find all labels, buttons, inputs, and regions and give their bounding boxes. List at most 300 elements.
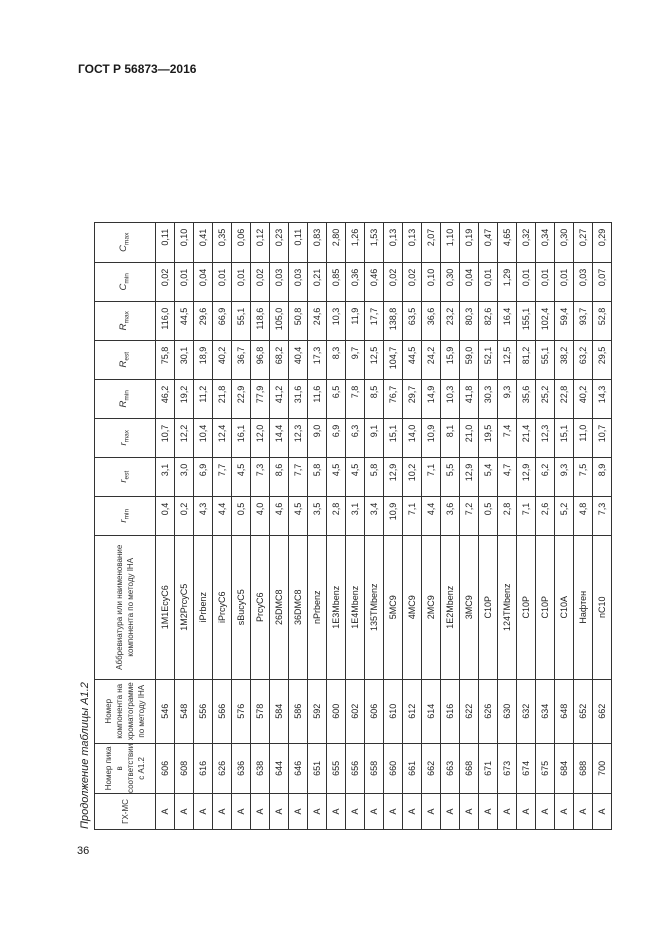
- table-cell-rmax_s: 8,1: [441, 418, 460, 457]
- table-cell-Rest: 63,2: [574, 340, 593, 379]
- table-cell-Rmax: 118,6: [251, 301, 270, 340]
- table-cell-name: 1E2Mbenz: [441, 535, 460, 679]
- table-cell-Rmin: 6,5: [327, 379, 346, 418]
- table-cell-gc: А: [232, 794, 251, 830]
- table-cell-rest_s: 8,9: [593, 457, 612, 496]
- table-cell-name: PrcyC6: [251, 535, 270, 679]
- data-table: [94, 222, 612, 830]
- table-cell-Rmax: 116,0: [156, 301, 175, 340]
- table-cell-peak: 661: [403, 743, 422, 793]
- table-cell-peak: 636: [232, 743, 251, 793]
- table-row: [441, 222, 460, 829]
- table-cell-name: nPrbenz: [308, 535, 327, 679]
- table-cell-Rmin: 30,3: [479, 379, 498, 418]
- table-cell-name: 1E4Mbenz: [346, 535, 365, 679]
- table-cell-Rest: 81,2: [517, 340, 536, 379]
- table-cell-name: 124TMbenz: [498, 535, 517, 679]
- table-cell-Rmin: 14,9: [422, 379, 441, 418]
- table-cell-Rmin: 29,7: [403, 379, 422, 418]
- table-cell-Rest: 96,8: [251, 340, 270, 379]
- table-cell-name: Нафтен: [574, 535, 593, 679]
- table-cell-Rmin: 77,9: [251, 379, 270, 418]
- table-cell-comp: 632: [517, 679, 536, 743]
- table-cell-rest_s: 7,3: [251, 457, 270, 496]
- table-cell-rest_s: 6,2: [536, 457, 555, 496]
- table-cell-rmin_s: 2,8: [327, 496, 346, 535]
- table-cell-Cmin: 0,36: [346, 262, 365, 301]
- table-cell-Cmin: 0,02: [156, 262, 175, 301]
- table-cell-rest_s: 5,8: [365, 457, 384, 496]
- table-cell-Cmin: 0,04: [194, 262, 213, 301]
- table-cell-Rest: 12,5: [365, 340, 384, 379]
- table-cell-peak: 626: [213, 743, 232, 793]
- table-cell-rmax_s: 11,0: [574, 418, 593, 457]
- table-cell-rmin_s: 4,0: [251, 496, 270, 535]
- table-cell-Rmax: 80,3: [460, 301, 479, 340]
- table-cell-name: 4MC9: [403, 535, 422, 679]
- table-row: [213, 222, 232, 829]
- table-cell-rmin_s: 4,4: [422, 496, 441, 535]
- table-cell-rmax_s: 6,9: [327, 418, 346, 457]
- table-cell-Cmax: 0,06: [232, 222, 251, 262]
- table-cell-Cmin: 0,01: [175, 262, 194, 301]
- table-cell-gc: А: [213, 794, 232, 830]
- table-cell-Rest: 36,7: [232, 340, 251, 379]
- table-cell-Cmax: 0,27: [574, 222, 593, 262]
- table-cell-rest_s: 9,3: [555, 457, 574, 496]
- table-cell-Rmax: 63,5: [403, 301, 422, 340]
- table-cell-Cmin: 0,01: [555, 262, 574, 301]
- table-cell-rmax_s: 12,3: [289, 418, 308, 457]
- table-cell-Rmax: 36,6: [422, 301, 441, 340]
- table-cell-rest_s: 5,5: [441, 457, 460, 496]
- table-cell-rmin_s: 0,4: [156, 496, 175, 535]
- table-row: [460, 222, 479, 829]
- table-cell-Rest: 18,9: [194, 340, 213, 379]
- table-cell-rest_s: 10,2: [403, 457, 422, 496]
- table-cell-peak: 674: [517, 743, 536, 793]
- table-cell-Rmin: 9,3: [498, 379, 517, 418]
- table-row: [479, 222, 498, 829]
- table-cell-peak: 638: [251, 743, 270, 793]
- table-cell-peak: 662: [422, 743, 441, 793]
- table-cell-comp: 630: [498, 679, 517, 743]
- table-cell-rmin_s: 10,9: [384, 496, 403, 535]
- table-cell-gc: А: [536, 794, 555, 830]
- table-cell-comp: 610: [384, 679, 403, 743]
- table-cell-rmin_s: 4,5: [289, 496, 308, 535]
- table-cell-rmax_s: 10,7: [593, 418, 612, 457]
- table-cell-rest_s: 6,9: [194, 457, 213, 496]
- table-cell-Rest: 59,0: [460, 340, 479, 379]
- table-cell-Rmax: 155,1: [517, 301, 536, 340]
- table-cell-Rest: 12,5: [498, 340, 517, 379]
- table-cell-Cmax: 0,32: [517, 222, 536, 262]
- table-cell-Cmax: 0,35: [213, 222, 232, 262]
- table-body: [156, 222, 612, 829]
- table-cell-Rmin: 35,6: [517, 379, 536, 418]
- table-cell-Cmax: 0,30: [555, 222, 574, 262]
- table-cell-rmax_s: 14,0: [403, 418, 422, 457]
- table-cell-rmax_s: 7,4: [498, 418, 517, 457]
- table-cell-rest_s: 4,5: [327, 457, 346, 496]
- table-cell-comp: 602: [346, 679, 365, 743]
- table-cell-Rmin: 22,8: [555, 379, 574, 418]
- table-cell-Cmax: 2,07: [422, 222, 441, 262]
- table-cell-peak: 688: [574, 743, 593, 793]
- table-cell-peak: 673: [498, 743, 517, 793]
- table-cell-Rmin: 22,9: [232, 379, 251, 418]
- table-cell-gc: А: [384, 794, 403, 830]
- table-cell-name: 2MC9: [422, 535, 441, 679]
- table-cell-Rest: 8,3: [327, 340, 346, 379]
- table-row: [365, 222, 384, 829]
- table-cell-peak: 684: [555, 743, 574, 793]
- column-header-name: Аббревиатура или наименование компонента по методу IHA: [95, 535, 156, 679]
- table-row: [194, 222, 213, 829]
- table-cell-gc: А: [289, 794, 308, 830]
- table-cell-name: C10P: [536, 535, 555, 679]
- table-cell-Rest: 24,2: [422, 340, 441, 379]
- table-row: [270, 222, 289, 829]
- column-header-rmin: $r_{min}$: [95, 496, 156, 535]
- table-row: [593, 222, 612, 829]
- document-header: ГОСТ Р 56873—2016: [78, 62, 197, 76]
- table-cell-name: 26DMC8: [270, 535, 289, 679]
- table-cell-comp: 616: [441, 679, 460, 743]
- table-cell-Cmax: 0,34: [536, 222, 555, 262]
- table-cell-Rmax: 23,2: [441, 301, 460, 340]
- table-cell-rest_s: 12,9: [460, 457, 479, 496]
- table-cell-name: C10P: [479, 535, 498, 679]
- table-cell-name: 36DMC8: [289, 535, 308, 679]
- column-header-Rmax: $R_{max}$: [95, 301, 156, 340]
- table-cell-gc: А: [194, 794, 213, 830]
- table-cell-peak: 644: [270, 743, 289, 793]
- table-header-row: [95, 222, 156, 829]
- table-cell-Rest: 52,1: [479, 340, 498, 379]
- table-cell-rmax_s: 12,2: [175, 418, 194, 457]
- table-cell-comp: 600: [327, 679, 346, 743]
- table-cell-Rmax: 24,6: [308, 301, 327, 340]
- table-cell-comp: 612: [403, 679, 422, 743]
- table-cell-comp: 556: [194, 679, 213, 743]
- table-cell-rest_s: 5,8: [308, 457, 327, 496]
- table-cell-peak: 651: [308, 743, 327, 793]
- table-cell-peak: 675: [536, 743, 555, 793]
- table-cell-rest_s: 8,6: [270, 457, 289, 496]
- table-cell-name: C10P: [517, 535, 536, 679]
- table-cell-Rest: 75,8: [156, 340, 175, 379]
- table-cell-gc: А: [346, 794, 365, 830]
- table-cell-rmax_s: 9,0: [308, 418, 327, 457]
- table-cell-peak: 700: [593, 743, 612, 793]
- table-cell-comp: 584: [270, 679, 289, 743]
- table-row: [555, 222, 574, 829]
- rotated-table-block: [78, 95, 608, 830]
- table-cell-Rmin: 14,3: [593, 379, 612, 418]
- table-cell-rmax_s: 15,1: [384, 418, 403, 457]
- table-cell-comp: 566: [213, 679, 232, 743]
- table-cell-comp: 578: [251, 679, 270, 743]
- table-cell-gc: А: [422, 794, 441, 830]
- table-cell-name: 1M1EcyC6: [156, 535, 175, 679]
- column-header-rest: $r_{est}$: [95, 457, 156, 496]
- table-cell-Rest: 44,5: [403, 340, 422, 379]
- table-cell-peak: 655: [327, 743, 346, 793]
- table-cell-rmin_s: 2,6: [536, 496, 555, 535]
- table-cell-rest_s: 7,1: [422, 457, 441, 496]
- table-cell-comp: 652: [574, 679, 593, 743]
- table-cell-Cmin: 0,30: [441, 262, 460, 301]
- table-cell-rmin_s: 7,2: [460, 496, 479, 535]
- column-header-Cmax: $C_{max}$: [95, 222, 156, 262]
- table-cell-gc: А: [593, 794, 612, 830]
- table-cell-rmax_s: 10,9: [422, 418, 441, 457]
- table-cell-rmin_s: 3,5: [308, 496, 327, 535]
- table-cell-gc: А: [479, 794, 498, 830]
- table-cell-name: 3MC9: [460, 535, 479, 679]
- table-cell-rest_s: 3,0: [175, 457, 194, 496]
- table-cell-gc: А: [555, 794, 574, 830]
- table-cell-name: nC10: [593, 535, 612, 679]
- table-cell-Rmax: 16,4: [498, 301, 517, 340]
- page-number: 36: [77, 845, 90, 857]
- table-cell-Rmin: 41,8: [460, 379, 479, 418]
- table-cell-Cmax: 0,41: [194, 222, 213, 262]
- table-cell-rmax_s: 16,1: [232, 418, 251, 457]
- table-cell-Rmax: 102,4: [536, 301, 555, 340]
- table-cell-rest_s: 4,5: [232, 457, 251, 496]
- table-cell-name: iPrcyC6: [213, 535, 232, 679]
- table-cell-name: iPrbenz: [194, 535, 213, 679]
- table-cell-Rmax: 138,8: [384, 301, 403, 340]
- table-cell-rmax_s: 14,4: [270, 418, 289, 457]
- table-row: [289, 222, 308, 829]
- table-row: [308, 222, 327, 829]
- table-cell-Cmin: 0,02: [403, 262, 422, 301]
- table-cell-peak: 671: [479, 743, 498, 793]
- table-cell-rest_s: 3,1: [156, 457, 175, 496]
- table-cell-Rmin: 8,5: [365, 379, 384, 418]
- table-cell-Rmin: 19,2: [175, 379, 194, 418]
- table-cell-rmax_s: 21,4: [517, 418, 536, 457]
- table-cell-name: sBucyC5: [232, 535, 251, 679]
- table-row: [156, 222, 175, 829]
- table-cell-comp: 576: [232, 679, 251, 743]
- table-cell-Cmin: 0,46: [365, 262, 384, 301]
- table-cell-comp: 614: [422, 679, 441, 743]
- table-cell-rest_s: 5,4: [479, 457, 498, 496]
- table-cell-gc: А: [327, 794, 346, 830]
- table-cell-name: C10A: [555, 535, 574, 679]
- table-cell-Rest: 104,7: [384, 340, 403, 379]
- table-cell-rest_s: 4,7: [498, 457, 517, 496]
- table-cell-peak: 606: [156, 743, 175, 793]
- table-cell-Rest: 68,2: [270, 340, 289, 379]
- table-cell-rmin_s: 3,1: [346, 496, 365, 535]
- table-cell-Cmax: 1,53: [365, 222, 384, 262]
- table-cell-comp: 548: [175, 679, 194, 743]
- table-cell-Cmax: 0,13: [384, 222, 403, 262]
- column-header-Cmin: $C_{min}$: [95, 262, 156, 301]
- table-cell-rmax_s: 6,3: [346, 418, 365, 457]
- table-cell-Cmin: 1,29: [498, 262, 517, 301]
- table-cell-rmax_s: 10,4: [194, 418, 213, 457]
- table-cell-Rmax: 93,7: [574, 301, 593, 340]
- table-cell-Cmax: 1,10: [441, 222, 460, 262]
- table-cell-rest_s: 7,7: [213, 457, 232, 496]
- table-row: [498, 222, 517, 829]
- table-cell-Cmax: 1,26: [346, 222, 365, 262]
- table-row: [346, 222, 365, 829]
- table-cell-Rest: 40,4: [289, 340, 308, 379]
- table-cell-rmin_s: 4,8: [574, 496, 593, 535]
- table-row: [384, 222, 403, 829]
- table-cell-rmax_s: 19,5: [479, 418, 498, 457]
- table-cell-Cmin: 0,03: [270, 262, 289, 301]
- table-caption: Продолжение таблицы А1.2: [79, 682, 91, 829]
- table-cell-Rmax: 55,1: [232, 301, 251, 340]
- table-cell-peak: 668: [460, 743, 479, 793]
- table-cell-rmin_s: 0,5: [232, 496, 251, 535]
- table-cell-rest_s: 7,7: [289, 457, 308, 496]
- table-cell-Cmin: 0,02: [251, 262, 270, 301]
- table-row: [251, 222, 270, 829]
- table-cell-Rmax: 44,5: [175, 301, 194, 340]
- table-cell-Cmax: 0,11: [156, 222, 175, 262]
- table-cell-Cmin: 0,07: [593, 262, 612, 301]
- table-cell-name: 135TMbenz: [365, 535, 384, 679]
- table-cell-peak: 660: [384, 743, 403, 793]
- table-row: [422, 222, 441, 829]
- table-cell-rmin_s: 0,2: [175, 496, 194, 535]
- table-cell-peak: 663: [441, 743, 460, 793]
- table-cell-Rest: 30,1: [175, 340, 194, 379]
- table-cell-gc: А: [270, 794, 289, 830]
- table-cell-peak: 658: [365, 743, 384, 793]
- table-cell-peak: 608: [175, 743, 194, 793]
- table-cell-rmax_s: 12,3: [536, 418, 555, 457]
- table-cell-comp: 546: [156, 679, 175, 743]
- table-cell-Rmax: 29,6: [194, 301, 213, 340]
- table-cell-Rest: 9,7: [346, 340, 365, 379]
- table-cell-Cmax: 0,12: [251, 222, 270, 262]
- table-cell-gc: А: [574, 794, 593, 830]
- table-cell-Rest: 55,1: [536, 340, 555, 379]
- table-cell-gc: А: [517, 794, 536, 830]
- table-cell-gc: А: [156, 794, 175, 830]
- table-cell-rmin_s: 7,1: [403, 496, 422, 535]
- table-cell-comp: 662: [593, 679, 612, 743]
- table-cell-Rmax: 59,4: [555, 301, 574, 340]
- table-cell-rmax_s: 15,1: [555, 418, 574, 457]
- table-cell-rmin_s: 4,6: [270, 496, 289, 535]
- table-cell-gc: А: [460, 794, 479, 830]
- table-cell-gc: А: [175, 794, 194, 830]
- table-cell-Rmin: 11,6: [308, 379, 327, 418]
- table-cell-Rmin: 31,6: [289, 379, 308, 418]
- table-cell-rest_s: 12,9: [384, 457, 403, 496]
- table-cell-Rmin: 25,2: [536, 379, 555, 418]
- table-cell-Cmax: 0,10: [175, 222, 194, 262]
- table-cell-rmax_s: 10,7: [156, 418, 175, 457]
- table-cell-Cmin: 0,01: [479, 262, 498, 301]
- table-row: [574, 222, 593, 829]
- table-cell-Rmax: 11,9: [346, 301, 365, 340]
- table-cell-Cmax: 2,80: [327, 222, 346, 262]
- table-cell-Rest: 40,2: [213, 340, 232, 379]
- column-header-component: Номер компонента на хроматограмме по методу IHA: [95, 679, 156, 743]
- table-cell-Cmax: 0,47: [479, 222, 498, 262]
- table-cell-comp: 626: [479, 679, 498, 743]
- table-cell-Rmax: 52,8: [593, 301, 612, 340]
- table-cell-comp: 606: [365, 679, 384, 743]
- table-cell-Cmin: 0,01: [536, 262, 555, 301]
- table-cell-rmin_s: 7,3: [593, 496, 612, 535]
- table-cell-rmin_s: 0,5: [479, 496, 498, 535]
- table-cell-gc: А: [308, 794, 327, 830]
- table-cell-peak: 656: [346, 743, 365, 793]
- table-cell-Rmin: 41,2: [270, 379, 289, 418]
- table-cell-rmin_s: 4,3: [194, 496, 213, 535]
- table-cell-Rmax: 17,7: [365, 301, 384, 340]
- table-cell-Rmin: 11,2: [194, 379, 213, 418]
- table-cell-Cmax: 0,19: [460, 222, 479, 262]
- table-cell-rmin_s: 2,8: [498, 496, 517, 535]
- table-cell-rmin_s: 3,6: [441, 496, 460, 535]
- table-cell-Cmin: 0,10: [422, 262, 441, 301]
- table-cell-Rmin: 46,2: [156, 379, 175, 418]
- table-cell-Cmax: 0,23: [270, 222, 289, 262]
- table-cell-rmin_s: 5,2: [555, 496, 574, 535]
- table-cell-Cmax: 4,65: [498, 222, 517, 262]
- table-cell-Rmax: 105,0: [270, 301, 289, 340]
- table-cell-comp: 592: [308, 679, 327, 743]
- column-header-gc: ГХ-МС: [95, 794, 156, 830]
- table-cell-Cmin: 0,03: [574, 262, 593, 301]
- table-cell-rest_s: 7,5: [574, 457, 593, 496]
- table-cell-rmax_s: 12,0: [251, 418, 270, 457]
- table-cell-Cmin: 0,01: [232, 262, 251, 301]
- table-cell-rmin_s: 3,4: [365, 496, 384, 535]
- table-cell-name: 1M2PrcyC5: [175, 535, 194, 679]
- table-row: [327, 222, 346, 829]
- table-cell-Rmin: 40,2: [574, 379, 593, 418]
- table-container: [94, 222, 612, 830]
- table-cell-rmax_s: 12,4: [213, 418, 232, 457]
- table-cell-Rest: 29,5: [593, 340, 612, 379]
- table-cell-peak: 646: [289, 743, 308, 793]
- table-row: [232, 222, 251, 829]
- table-cell-Cmin: 0,04: [460, 262, 479, 301]
- table-cell-comp: 648: [555, 679, 574, 743]
- table-cell-Rmin: 76,7: [384, 379, 403, 418]
- table-cell-Cmin: 0,01: [213, 262, 232, 301]
- table-cell-comp: 634: [536, 679, 555, 743]
- table-cell-Cmax: 0,11: [289, 222, 308, 262]
- table-cell-Cmin: 0,03: [289, 262, 308, 301]
- table-cell-Cmin: 0,85: [327, 262, 346, 301]
- table-cell-Rmax: 50,8: [289, 301, 308, 340]
- table-cell-gc: А: [498, 794, 517, 830]
- table-cell-rmax_s: 9,1: [365, 418, 384, 457]
- table-cell-gc: А: [251, 794, 270, 830]
- column-header-rmax: $r_{max}$: [95, 418, 156, 457]
- table-cell-rest_s: 4,5: [346, 457, 365, 496]
- table-cell-gc: А: [441, 794, 460, 830]
- table-cell-name: 1E3Mbenz: [327, 535, 346, 679]
